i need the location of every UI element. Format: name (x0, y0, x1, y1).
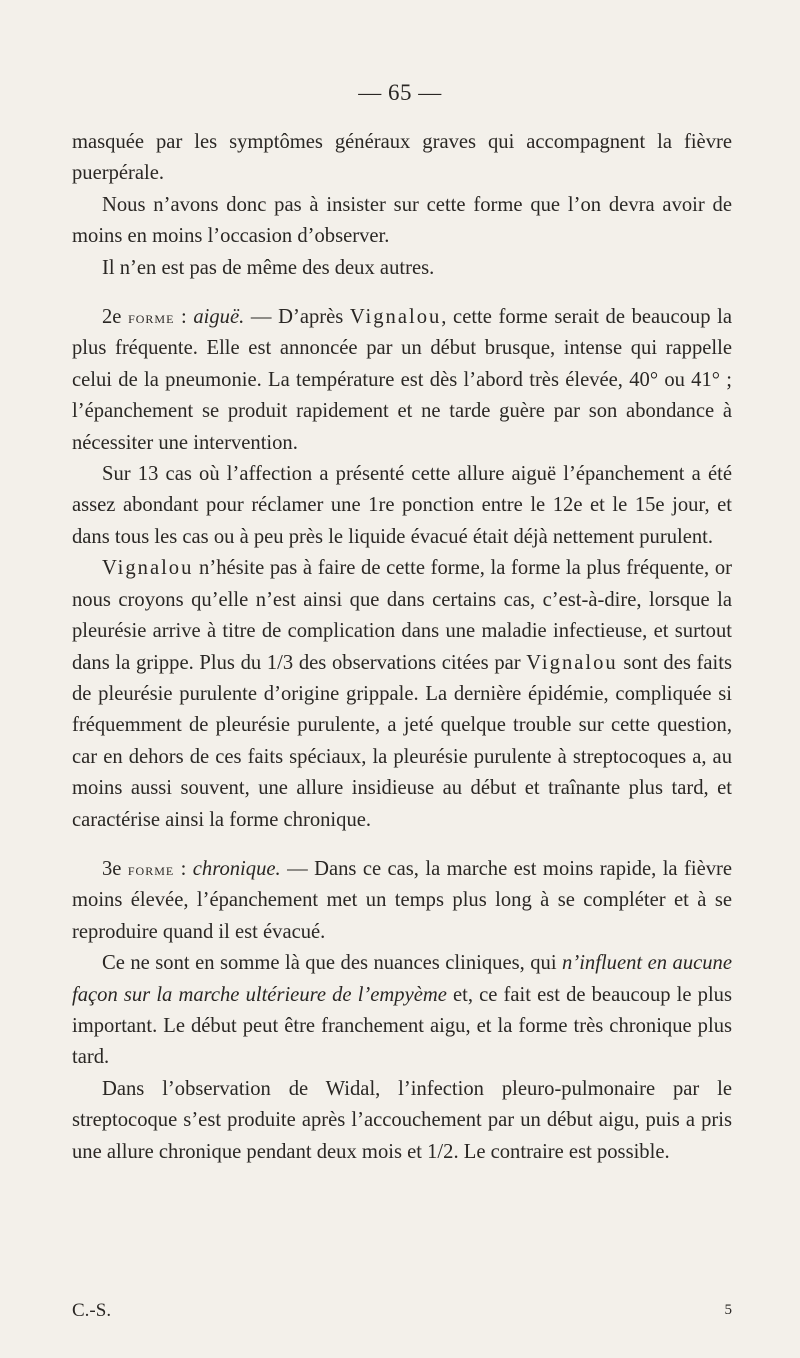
paragraph-2: Nous n’avons donc pas à insister sur cette forme que l’on devra avoir de moins en moins l’occasion d’observer. (72, 193, 732, 248)
paragraph-1: masquée par les symptômes généraux graves qui accompagnent la fièvre puerpérale. (72, 131, 732, 185)
paragraph-forme-chronique (72, 854, 732, 948)
section-title-aigue: aiguë. (193, 306, 245, 329)
paragraph-8 (72, 948, 732, 1074)
section-number: 3e (102, 857, 122, 880)
paragraph-6 (72, 553, 732, 836)
text-run: Ce ne sont en somme là que des nuances cliniques, qui (102, 952, 563, 975)
section-label: forme (128, 308, 175, 328)
author-name: Vignalou (102, 557, 194, 580)
text-run: — Dans ce cas, la marche est moins rapide, la fièvre moins élevée, l’épanchement met un temps plus long à se compléter et à se reproduire quand il est évacué. (72, 857, 733, 943)
section-title-chronique: chronique. (192, 857, 281, 880)
author-name: Vignalou (349, 306, 442, 329)
text-run: et, ce fait est de beaucoup le plus important. Le début peut être franchement aigu, et la forme très chronique plus tard. (72, 983, 732, 1069)
paragraph-9: Dans l’observation de Widal, l’infection pleuro-pulmonaire par le streptocoque s’est produite après l’accouchement par un début aigu, puis a pris une allure chronique pendant deux mois et 1/2. Le contraire est possible. (72, 1077, 732, 1163)
section-number: 2e (102, 306, 122, 329)
paragraph-3: Il n’en est pas de même des deux autres. (102, 256, 435, 279)
page-number: — 65 — (358, 80, 442, 105)
section-label: forme (127, 859, 175, 879)
printer-signature: C.-S. (72, 1300, 112, 1321)
text-run: , cette forme serait de beaucoup la plus fréquente. Elle est annoncée par un début brusque, intense qui rappelle celui de la pneumonie. La température est dès l’abord très élevée, 40° ou 41° ; l’épanchement se produit rapidement et ne tarde guère par son abondance à nécessiter une intervention. (72, 306, 732, 454)
sheet-number: 5 (724, 1302, 732, 1318)
body-text (72, 127, 732, 1168)
paragraph-forme-aigue (72, 302, 732, 459)
colon: : (174, 306, 194, 329)
emphasis-text: n’influent en aucune façon sur la marche ultérieure de l’empyème (72, 952, 732, 1006)
text-run: — D’après (244, 306, 350, 329)
colon: : (174, 857, 193, 880)
author-name: Vignalou (526, 651, 618, 674)
text-run: n’hésite pas à faire de cette forme, la forme la plus fréquente, or nous croyons qu’elle n’est ainsi que dans certains cas, c’est-à-dire, lorsque la pleurésie arrive à titre de complication dans une maladie infectieuse, et surtout dans la grippe. Plus du 1/3 des observations citées par (72, 557, 732, 674)
text-run: sont des faits de pleurésie purulente d’origine grippale. La dernière épidémie, compliquée si fréquemment de pleurésie purulente, a jeté quelque trouble sur cette question, car en dehors de ces faits spéciaux, la pleurésie purulente à streptocoques a, au moins aussi souvent, une allure insidieuse au début et traînante plus tard, et caractérise ainsi la forme chronique. (72, 651, 732, 831)
paragraph-5: Sur 13 cas où l’affection a présenté cette allure aiguë l’épanchement a été assez abondant pour réclamer une 1re ponction entre le 12e et le 15e jour, et dans tous les cas ou à peu près le liquide évacué était déjà nettement purulent. (72, 463, 732, 548)
